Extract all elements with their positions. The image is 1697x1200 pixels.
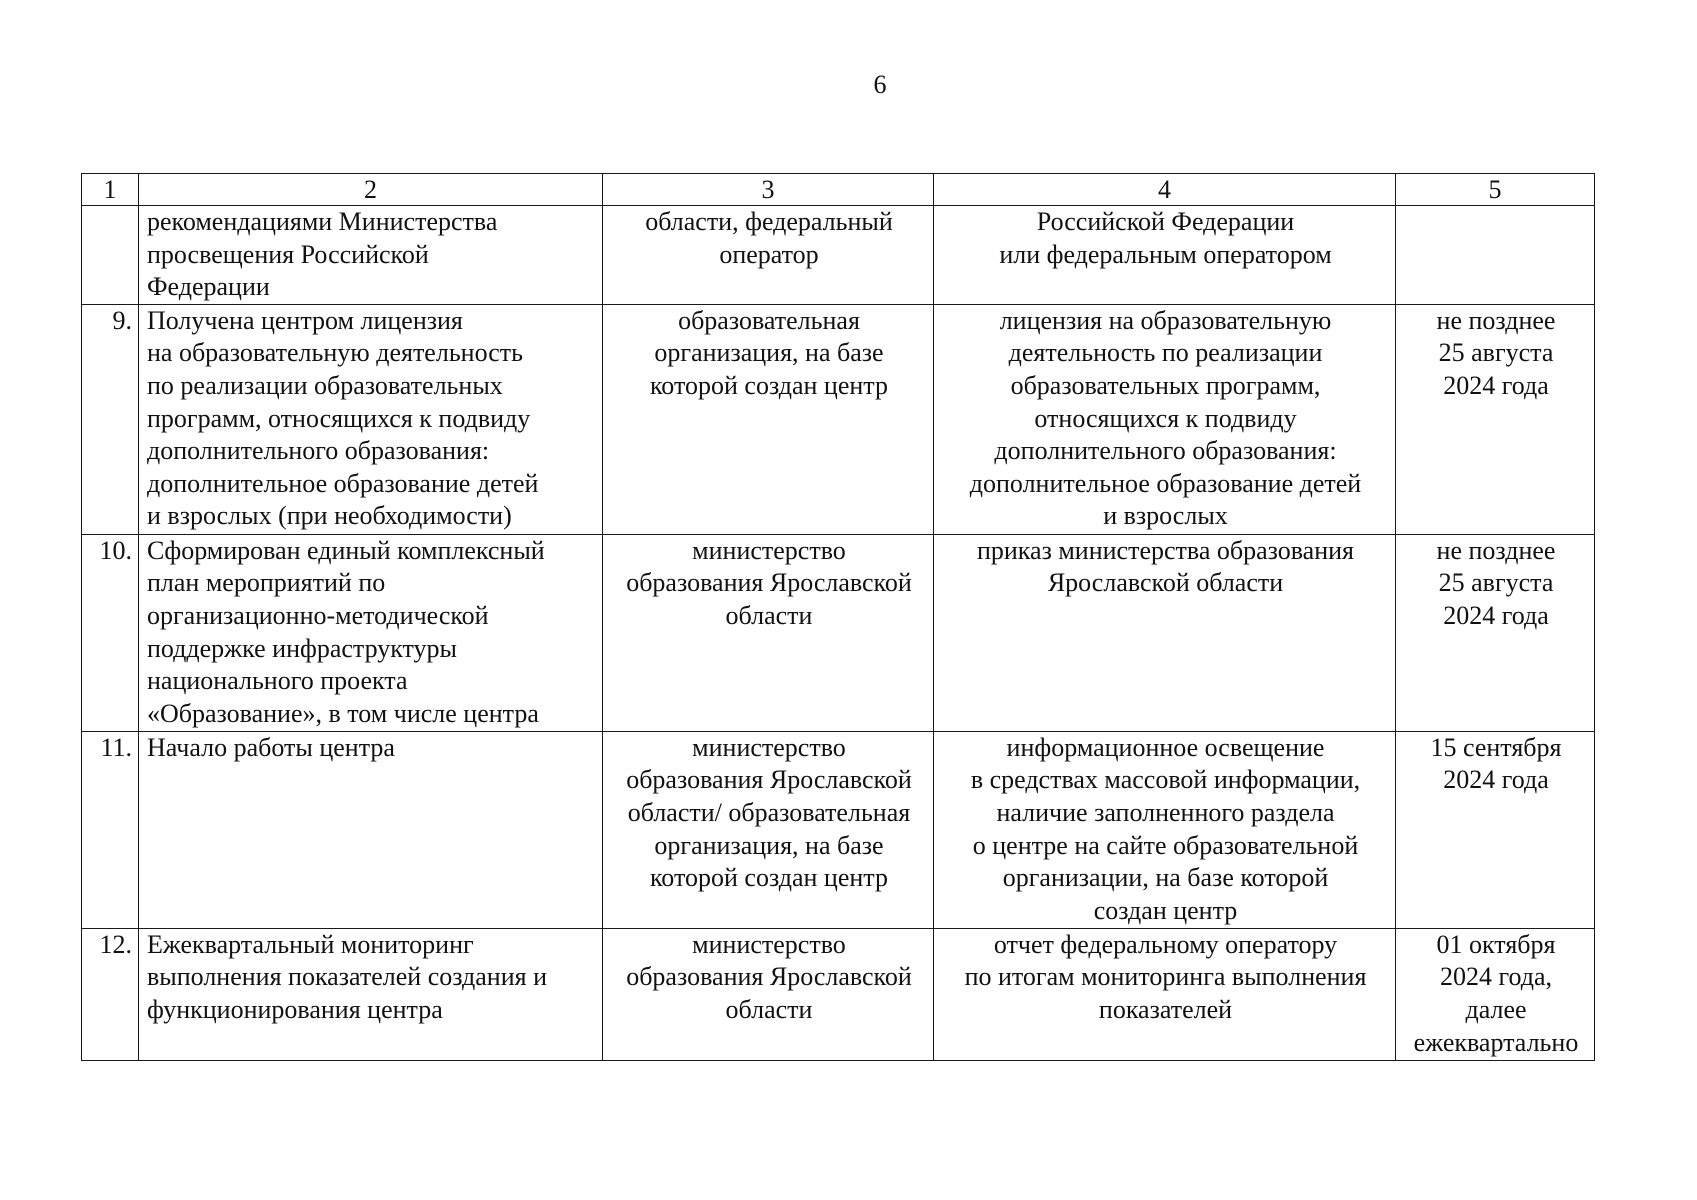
result-cell: лицензия на образовательную деятельность по реализации образовательных программ, относящихся к подвиду дополнительного образования: дополнительное образование детей и взрослых [934, 304, 1396, 534]
deadline-cell: не позднее 25 августа 2024 года [1396, 304, 1595, 534]
event-cell: Ежеквартальный мониторинг выполнения показателей создания и функционирования центра [139, 928, 603, 1060]
responsible-cell: министерство образования Ярославской области [603, 534, 934, 731]
row-number: 9. [82, 304, 139, 534]
result-cell: приказ министерства образования Ярославской области [934, 534, 1396, 731]
responsible-cell: министерство образования Ярославской области [603, 928, 934, 1060]
table-row [82, 928, 1595, 1060]
responsible-cell: министерство образования Ярославской области/ образовательная организация, на базе которой создан центр [603, 731, 934, 928]
table-row [82, 534, 1595, 731]
deadline-cell: 15 сентября 2024 года [1396, 731, 1595, 928]
deadline-cell: 01 октября 2024 года, далее ежеквартально [1396, 928, 1595, 1060]
responsible-cell: образовательная организация, на базе которой создан центр [603, 304, 934, 534]
column-number-1: 1 [82, 174, 139, 206]
result-cell: информационное освещение в средствах массовой информации, наличие заполненного раздела о центре на сайте образовательной организации, на базе которой создан центр [934, 731, 1396, 928]
column-number-row [82, 174, 1595, 206]
deadline-cell [1396, 206, 1595, 305]
row-number: 12. [82, 928, 139, 1060]
responsible-cell: области, федеральный оператор [603, 206, 934, 305]
table-row [82, 206, 1595, 305]
deadline-cell: не позднее 25 августа 2024 года [1396, 534, 1595, 731]
column-number-2: 2 [139, 174, 603, 206]
result-cell: отчет федеральному оператору по итогам мониторинга выполнения показателей [934, 928, 1396, 1060]
column-number-3: 3 [603, 174, 934, 206]
event-cell: рекомендациями Министерства просвещения Российской Федерации [139, 206, 603, 305]
event-cell: Сформирован единый комплексный план мероприятий по организационно-методической поддержке инфраструктуры национального проекта «Образование», в том числе центра [139, 534, 603, 731]
row-number: 11. [82, 731, 139, 928]
column-number-4: 4 [934, 174, 1396, 206]
activity-plan-table [81, 173, 1595, 1061]
event-cell: Получена центром лицензия на образовательную деятельность по реализации образовательных программ, относящихся к подвиду дополнительного образования: дополнительное образование детей и взрослых (при необходимости) [139, 304, 603, 534]
column-number-5: 5 [1396, 174, 1595, 206]
result-cell: Российской Федерации или федеральным оператором [934, 206, 1396, 305]
page-number: 6 [873, 70, 887, 99]
table-row [82, 304, 1595, 534]
row-number [82, 206, 139, 305]
table-row [82, 731, 1595, 928]
event-cell: Начало работы центра [139, 731, 603, 928]
row-number: 10. [82, 534, 139, 731]
